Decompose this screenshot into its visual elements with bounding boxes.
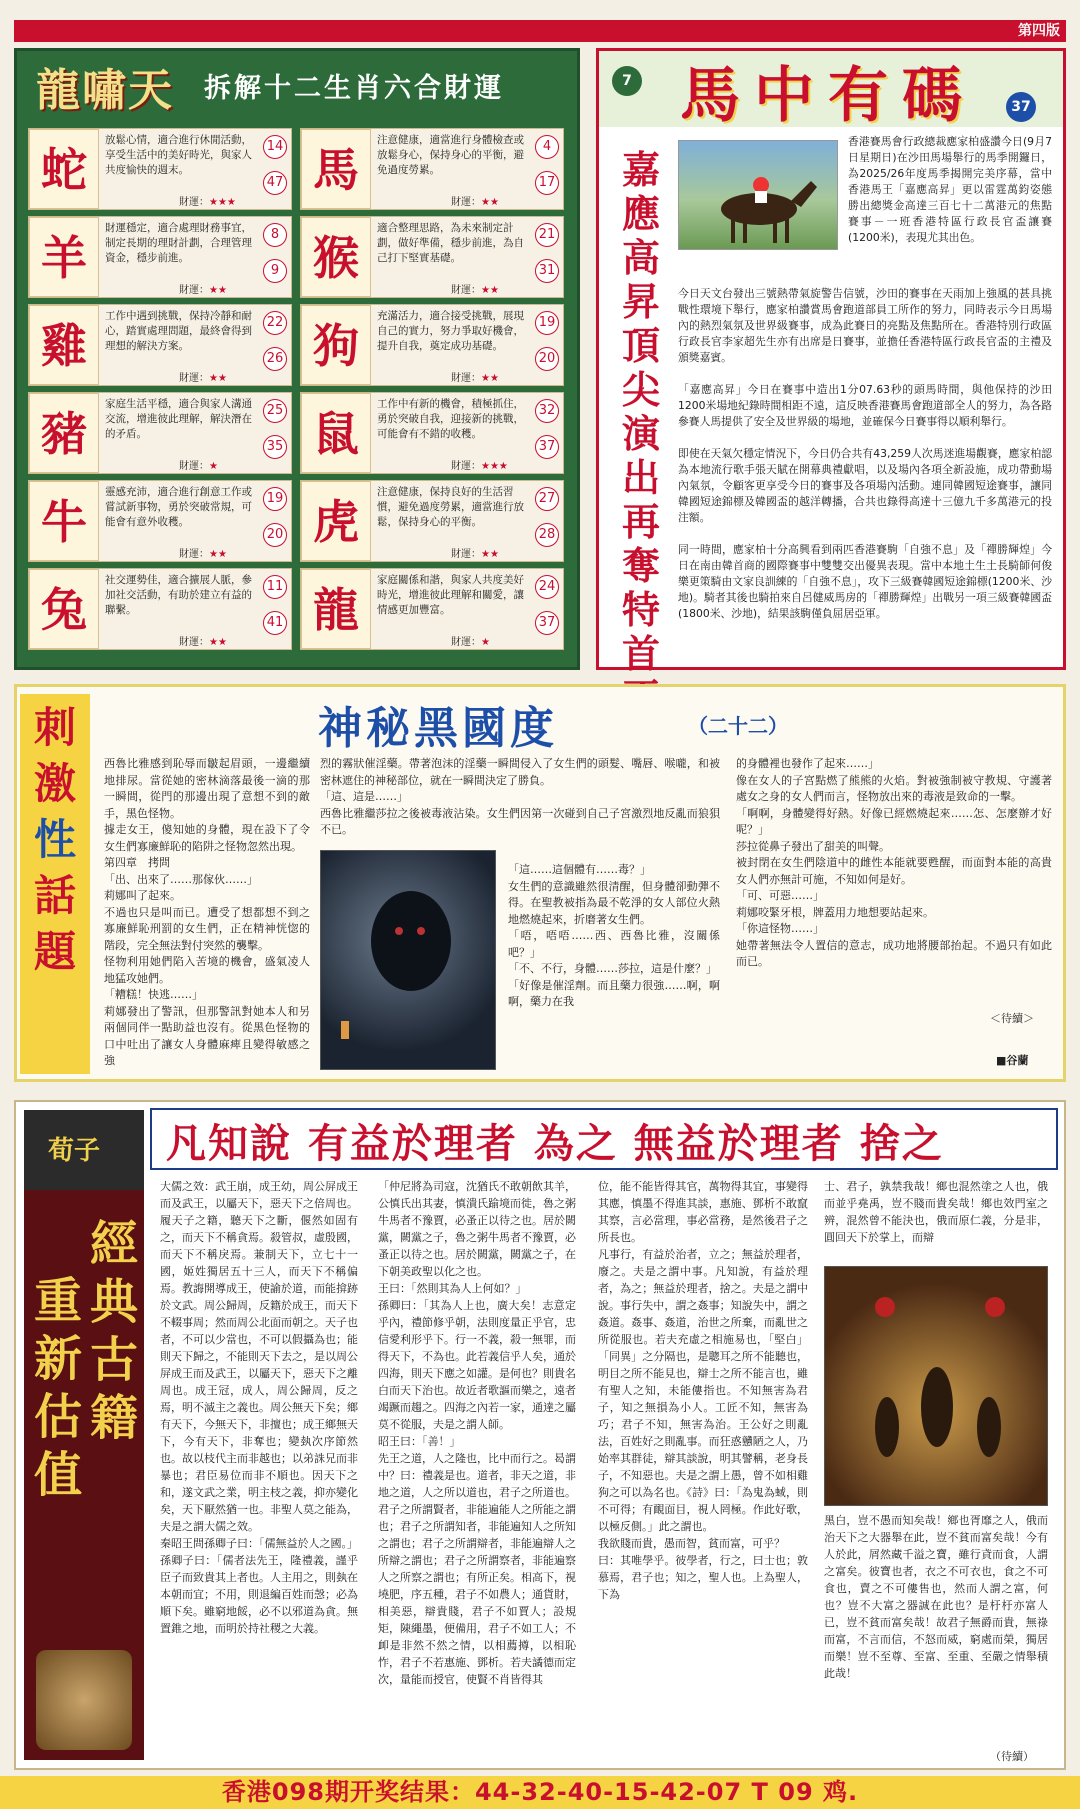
zodiac-animal: 狗 (301, 305, 371, 385)
zodiac-cell (28, 392, 292, 474)
lucky-number: 20 (535, 347, 559, 371)
zodiac-forecast: 充滿活力，適合接受挑戰，展現自己的實力，努力爭取好機會，提升自我，奠定成功基礎。 (377, 310, 524, 352)
lucky-number: 19 (263, 487, 287, 511)
confucian-portrait (36, 1650, 132, 1750)
horse-para-1: 香港賽馬會行政總裁應家柏盛讚今日(9月7日星期日)在沙田馬場舉行的馬季開鑼日，為2025/26年度馬季揭開完美序幕，當中香港馬王「嘉應高昇」更以雷霆萬鈞姿態勝出總獎金高達三百七十二萬港元的焦點賽事－一班香港特區行政長官盃讓賽(1200米)，表現尤其出色。 (848, 135, 1052, 244)
zodiac-animal: 雞 (29, 305, 99, 385)
wealth-rating (451, 633, 490, 648)
lucky-number: 19 (535, 311, 559, 335)
lucky-number: 14 (263, 135, 287, 159)
wealth-stars: ★ (481, 637, 490, 648)
side-char: 題 (33, 927, 76, 976)
novel-author: ■谷蘭 (996, 1054, 1029, 1067)
lucky-number: 32 (535, 399, 559, 423)
zodiac-forecast: 適合整理思路，為未來制定計劃，做好準備，穩步前進，為自己打下堅實基礎。 (377, 222, 524, 264)
wealth-rating (451, 193, 499, 208)
zodiac-animal: 牛 (29, 481, 99, 561)
wealth-stars: ★★ (481, 549, 499, 560)
novel-side-label (24, 700, 86, 980)
side-char: 話 (33, 871, 76, 920)
wealth-stars: ★★ (209, 549, 227, 560)
wealth-rating (451, 457, 508, 472)
lucky-number: 17 (535, 171, 559, 195)
wealth-rating (451, 369, 499, 384)
wealth-label: 財運： (451, 549, 481, 560)
classics-illustration (824, 1266, 1048, 1506)
wealth-label: 財運： (451, 373, 481, 384)
wealth-label: 財運： (179, 373, 209, 384)
zodiac-forecast: 財運穩定，適合處理財務事宜，制定長期的理財計劃，合理管理資金，穩步前進。 (105, 222, 252, 264)
classics-vert-2: 重新估值 (34, 1273, 83, 1503)
zodiac-forecast: 家庭生活平穩，適合與家人溝通交流，增進彼此理解，解決潛在的矛盾。 (105, 398, 252, 440)
zodiac-title: 龍嘯天 (36, 65, 174, 116)
classics-book-name: 荀子 (48, 1136, 101, 1166)
zodiac-cell (28, 480, 292, 562)
horse-num-left: 7 (612, 66, 642, 96)
horse-photo-icon (679, 141, 838, 250)
monster-figure-icon (321, 851, 497, 1071)
zodiac-animal: 鼠 (301, 393, 371, 473)
zodiac-forecast: 工作中有新的機會，積極抓住，勇於突破自我，迎接新的挑戰，可能會有不錯的收穫。 (377, 398, 524, 440)
zodiac-cell (28, 128, 292, 210)
zodiac-header (14, 50, 580, 120)
wealth-stars: ★★ (209, 285, 227, 296)
lucky-number: 27 (535, 487, 559, 511)
classics-col-4b: 黑白，豈不愚而知矣哉！鄉也胥靡之人，俄而治天下之大器舉在此，豈不貧而富矣哉！今有人於此，屑然藏千溢之寶，雖行貣而食，人謂之富矣。彼寶也者，衣之不可衣也，食之不可食也，賣之不可僂售也，然而人謂之富，何也？豈不大富之器誠在此也？是杅杅亦富人已，豈不貧而富矣哉！故君子無爵而貴，無祿而富，不言而信，不怒而威，窮處而榮，獨居而樂！豈不至尊、至富、至重、至嚴之情舉積此哉！ (824, 1514, 1048, 1680)
zodiac-forecast: 靈感充沛，適合進行創意工作或嘗試新事物，勇於突破常規，可能會有意外收穫。 (105, 486, 252, 528)
side-char: 性 (33, 815, 76, 864)
zodiac-cell (300, 392, 564, 474)
edition-label: 第四版 (1018, 23, 1060, 39)
horse-num-right: 37 (1006, 92, 1036, 122)
zodiac-cell (28, 216, 292, 298)
side-char: 刺 (33, 703, 76, 752)
lucky-number: 21 (535, 223, 559, 247)
lucky-number: 22 (263, 311, 287, 335)
zodiac-animal: 蛇 (29, 129, 99, 209)
wealth-rating (179, 457, 218, 472)
lucky-number: 28 (535, 523, 559, 547)
wealth-stars: ★★★ (209, 197, 236, 208)
sages-scene-icon (825, 1267, 1049, 1507)
zodiac-forecast: 社交運勢佳，適合擴展人脈，參加社交活動，有助於建立有益的聯繫。 (105, 574, 252, 616)
novel-col-3: 的身體裡也發作了起來……」 像在女人的子宮點燃了熊熊的火焰。對被強制被守教規、守護著處女之身的女人們而言，怪物放出來的毒液是致命的一擊。 「啊啊，身體變得好熱。好像已經燃燒起來……怎、怎麼辦才好呢？」 莎拉從鼻子發出了甜美的叫聲。 被封閉在女生們陰道中的雌性本能就要甦醒，而面對本能的高貴女人們亦無計可施，不知如何是好。 「可、可惡……」 莉娜咬緊牙根，牌蓋用力地想要站起來。 「你這怪物……」 她帶著無法令人置信的意志，成功地將腰部抬起。不過只有如此而已。 (736, 757, 1052, 968)
horse-para-2: 今日天文台發出三號熱帶氣旋警告信號，沙田的賽事在天雨加上強風的甚具挑戰性環境下舉行，應家柏讚賞馬會跑道部員工所作的努力，同時表示今日馬場內的熱烈氣氛及世界級賽事，成為此賽日的亮點及焦點所在。香港特別行政區行政長官李家超先生亦有出席是日賽事，並擔任香港特區行政長官盃的主禮及頒獎嘉賓。 (678, 287, 1052, 364)
zodiac-cell (28, 568, 292, 650)
wealth-label: 財運： (179, 285, 209, 296)
novel-illustration (320, 850, 496, 1070)
wealth-label: 財運： (451, 461, 481, 472)
horse-para-5: 同一時間，應家柏十分高興看到兩匹香港賽駒「自強不息」及「禪勝輝煌」今日在南由韓首商的國際賽事中雙雙交出優異表現。當中本地土生土長騎師何俊樂更策騎由文家良訓練的「自強不息」，攻下三級賽韓國短途錦標(1200米、沙地)。騎者其後也騎拍來自呂健威馬房的「禪勝輝煌」出戰另一項三級賽韓國盃(1800米、沙地)，結果該駒僅負屈居亞軍。 (678, 543, 1052, 620)
novel-col-2b: 「這……這個體有……毒？」 女生們的意識雖然很清醒，但身體卻動彈不得。在聖教被指為最不乾淨的女人部位火熱地燃燒起來，折磨著女生們。 「唔，唔唔……西、西魯比雅，沒關係吧？」 「不、不行，身體……莎拉，這是什麼？」 「好像是催淫劑。而且藥力很強……啊，啊啊，藥力在我 (508, 863, 720, 1008)
wealth-label: 財運： (179, 461, 209, 472)
lucky-number: 31 (535, 259, 559, 283)
wealth-label: 財運： (179, 197, 209, 208)
wealth-stars: ★★ (209, 637, 227, 648)
wealth-stars: ★★ (481, 285, 499, 296)
wealth-rating (179, 545, 227, 560)
classics-col-1: 大儒之效：武王崩，成王幼，周公屏成王而及武王，以屬天下，惡天下之倍周也。履天子之籍，聽天下之斷，偃然如固有之，而天下不稱貪焉。殺管叔，虛殷國，而天下不稱戾焉。兼制天下，立七十一國，姬姓獨居五十三人，而天下不稱偏焉。教誨開導成王，使諭於道，而能揜跡於文武。周公歸周，反籍於成王，而天下不輟事周；然而周公北面而朝之。天子也者，不可以少當也，不可以假攝為也；能則天下歸之，不能則天下去之，是以周公屏成王而及武王，以屬天下，惡天下之離周也。成王冠，成人，周公歸周，反之焉，明不滅主之義也。周公無天下矣；鄉有天下，今無天下，非擅也；成王鄉無天下，今有天下，非奪也；變埶次序節然也。故以枝代主而非越也；以弟誅兄而非暴也；君臣易位而非不順也。因天下之和，遂文武之業，明主枝之義，抑亦變化矣，天下厭然猶一也。非聖人莫之能為，夫是之謂大儒之效。 秦昭王問孫卿子曰：「儒無益於人之國。」 孫卿子曰：「儒者法先王，隆禮義，謹乎臣子而致貴其上者也。人主用之，則埶在本朝而宜；不用，則退編百姓而愨；必為順下矣。雖窮地餒，必不以邪道為貪。無置錐之地，而明於持社稷之大義。 (160, 1180, 358, 1635)
lucky-number: 25 (263, 399, 287, 423)
wealth-label: 財運： (451, 285, 481, 296)
lucky-number: 11 (263, 575, 287, 599)
classics-col-4a: 士、君子，孰禁我哉！鄉也混然塗之人也，俄而並乎堯禹，豈不賤而貴矣哉！鄉也效門室之辨，混然曾不能決也，俄而原仁義，分是非，圓回天下於掌上，而辯 (824, 1180, 1048, 1244)
horse-para-4: 即使在天氣欠穩定情況下，今日仍合共有43,259人次馬迷進場觀賽，應家柏認為本地流行歌手張天賦在開幕典禮獻唱，以及場內各項全新設施，成功帶動場內氣氛，令顧客更享受今日的賽事及各項場內活動。連同韓國短途賽事，讓同韓國短途錦標及韓國盃的越洋轉播，合共也錄得高達十三億九千多萬港元的投注額。 (678, 447, 1052, 524)
zodiac-forecast: 家庭關係和諧，與家人共度美好時光，增進彼此理解和關愛，讓情感更加豐富。 (377, 574, 524, 616)
zodiac-forecast: 放鬆心情，適合進行休閒活動，享受生活中的美好時光，與家人共度愉快的週末。 (105, 134, 252, 176)
lucky-number: 41 (263, 611, 287, 635)
wealth-rating (179, 633, 227, 648)
zodiac-cell (28, 304, 292, 386)
wealth-rating (451, 545, 499, 560)
classics-col-2: 「仲尼將為司寇，沈猶氏不敢朝飲其羊，公慎氏出其妻，慎潰氏踰境而徙，魯之粥牛馬者不豫賈，必蚤正以待之也。居於闕黨，闕黨之子，魯之粥牛馬者不豫賈，必蚤正以待之也。居於闕黨，闕黨之子，在下朝美政聖以化之也。 王曰：「然則其為人上何如？」 孫卿曰：「其為人上也，廣大矣！志意定乎內，禮節修乎朝，法則度量正乎官，忠信愛利形乎下。行一不義，殺一無罪，而得天下，不為也。此若義信乎人矣，通於四海，則天下應之如讙。是何也？則貴名白而天下治也。故近者歌謳而樂之，遠者竭蹶而趨之。四海之內若一家，通達之屬莫不從服，夫是之謂人師。 昭王曰：「善！」 先王之道，人之隆也，比中而行之。曷謂中？曰：禮義是也。道者，非天之道，非地之道，人之所以道也，君子之所道也。君子之所謂賢者，非能遍能人之所能之謂也；君子之所謂知者，非能遍知人之所知之謂也；君子之所謂辯者，非能遍辯人之所辯之謂也；君子之所謂察者，非能遍察人之所察之謂也；有所正矣。相高下，視墝肥，序五種，君子不如農人；通貨財，相美惡，辯貴賤，君子不如賈人；設規矩，陳繩墨，便備用，君子不如工人；不卹是非然不然之情，以相薦撙，以相恥怍，君子不若惠施、鄧析。若夫譎德而定次，量能而授官，使賢不肖皆得其 (378, 1180, 576, 1686)
zodiac-cell (300, 568, 564, 650)
wealth-label: 財運： (179, 549, 209, 560)
zodiac-cell (300, 480, 564, 562)
zodiac-forecast: 工作中遇到挑戰，保持冷靜和耐心，踏實處理問題，最終會得到理想的解決方案。 (105, 310, 252, 352)
lucky-number: 35 (263, 435, 287, 459)
novel-col-2a: 烈的霧狀催淫藥。帶著泡沫的淫藥一瞬間侵入了女生們的頭髮、嘴唇、喉嚨，和被密林遮住的神秘部位，就在一瞬間決定了勝負。 「這、這是……」 西魯比雅繼莎拉之後被毒液沾染。女生們因第一次碰到自己子宮激烈地反亂而狼狽不已。 (320, 757, 720, 836)
classics-title: 凡知說 有益於理者 為之 無益於理者 捨之 (166, 1120, 944, 1167)
classics-pending: （待續） (990, 1750, 1034, 1763)
zodiac-forecast: 注意健康，保持良好的生活習慣，避免過度勞累，適當進行放鬆，保持身心的平衡。 (377, 486, 524, 528)
classics-vert-1: 經典古籍 (90, 1216, 139, 1446)
wealth-stars: ★ (209, 461, 218, 472)
novel-part: （二十二） (688, 714, 788, 738)
wealth-stars: ★★ (481, 197, 499, 208)
novel-col-1: 西魯比雅感到恥辱而皺起眉頭，一邊繼續地排尿。當從她的密林滴落最後一滴的那一瞬間，從門的那邊出現了意想不到的敵手，黑色怪物。 據走女王，傻知她的身體，現在設下了令女生們寡廉鮮恥的陷阱之怪物忽然出現。 第四章 拷問 「出、出來了……那傢伙……」 莉娜叫了起來。 不過也只是叫而已。遭受了想都想不到之寡廉鮮恥刑罰的女生們，正在精神恍惚的階段，完全無法對付突然的襲擊。 怪物利用她們陷入苦境的機會，盛氣凌人地猛攻她們。 「糟糕！快逃……」 莉娜發出了警訊，但那警訊對她本人和另兩個同伴一點助益也沒有。從黑色怪物的口中吐出了讓女人身體麻痺且變得敏感之強 (104, 757, 310, 1067)
wealth-label: 財運： (451, 197, 481, 208)
novel-pending: ＜待續＞ (990, 1012, 1034, 1025)
zodiac-animal: 豬 (29, 393, 99, 473)
zodiac-cell (300, 304, 564, 386)
lottery-result: 香港098期开奖结果：44-32-40-15-42-07 T 09 鸡. (221, 1778, 859, 1806)
wealth-stars: ★★★ (481, 461, 508, 472)
wealth-stars: ★★ (209, 373, 227, 384)
lucky-number: 20 (263, 523, 287, 547)
lucky-number: 26 (263, 347, 287, 371)
wealth-rating (179, 193, 236, 208)
zodiac-animal: 龍 (301, 569, 371, 649)
zodiac-forecast: 注意健康，適當進行身體檢查或放鬆身心，保持身心的平衡，避免過度勞累。 (377, 134, 524, 176)
zodiac-animal: 虎 (301, 481, 371, 561)
zodiac-animal: 兔 (29, 569, 99, 649)
lucky-number: 24 (535, 575, 559, 599)
horse-title: 馬中有碼 (680, 61, 976, 131)
zodiac-animal: 猴 (301, 217, 371, 297)
horse-headline: 嘉應高昇頂尖演出再奪特首 (621, 147, 660, 676)
top-bar (14, 20, 1066, 42)
wealth-rating (451, 281, 499, 296)
lucky-number: 4 (535, 135, 559, 159)
classics-col-3: 位，能不能皆得其官，萬物得其宜，事變得其應，慎墨不得進其談，惠施、鄧析不敢竄其察，言必當理，事必當務，是然後君子之所長也。 凡事行，有益於治者，立之；無益於理者，廢之。夫是之謂中事。凡知說，有益於理者，為之；無益於理者，捨之。夫是之謂中說。事行失中，謂之姦事；知說失中，謂之姦道。姦事、姦道，治世之所棄，而亂世之所從服也。若夫充虛之相施易也，「堅白」「同異」之分隔也，是聰耳之所不能聽也，明目之所不能見也，辯士之所不能言也，雖有聖人之知，未能僂指也。不知無害為君子，知之無損為小人。工匠不知，無害為巧；君子不知，無害為治。王公好之則亂法，百姓好之則亂事。而狂惑戇陋之人，乃始率其群徒，辯其談說，明其譬稱，老身長子，不知惡也。夫是之謂上愚，曾不如相雞狗之可以為名也。《詩》曰：「為鬼為蜮，則不可得；有靦面目，視人罔極。作此好歌，以極反側。」此之謂也。 我欲賤而貴，愚而智，貧而富，可乎？ 曰：其唯學乎。彼學者，行之，曰士也；敦慕焉，君子也；知之，聖人也。上為聖人，下為 (598, 1180, 808, 1601)
zodiac-animal: 羊 (29, 217, 99, 297)
zodiac-cell (300, 128, 564, 210)
horse-race-photo (678, 140, 838, 250)
side-char: 激 (33, 759, 76, 808)
lucky-number: 37 (535, 611, 559, 635)
wealth-label: 財運： (451, 637, 481, 648)
zodiac-subtitle: 拆解十二生肖六合財運 (204, 73, 504, 104)
lucky-number: 37 (535, 435, 559, 459)
zodiac-cell (300, 216, 564, 298)
zodiac-animal: 馬 (301, 129, 371, 209)
lucky-number: 47 (263, 171, 287, 195)
wealth-rating (179, 369, 227, 384)
lucky-number: 8 (263, 223, 287, 247)
wealth-label: 財運： (179, 637, 209, 648)
lucky-number: 9 (263, 259, 287, 283)
novel-title: 神秘黑國度 (318, 703, 558, 754)
wealth-stars: ★★ (481, 373, 499, 384)
horse-para-3: 「嘉應高昇」今日在賽事中造出1分07.63秒的頭馬時間，與他保持的沙田1200米場地紀錄時間相距不遠，這反映香港賽馬會跑道部全人的努力，為各路參賽人馬提供了安全及世界級的場地，並確保今日賽事得以順利舉行。 (678, 383, 1052, 428)
wealth-rating (179, 281, 227, 296)
